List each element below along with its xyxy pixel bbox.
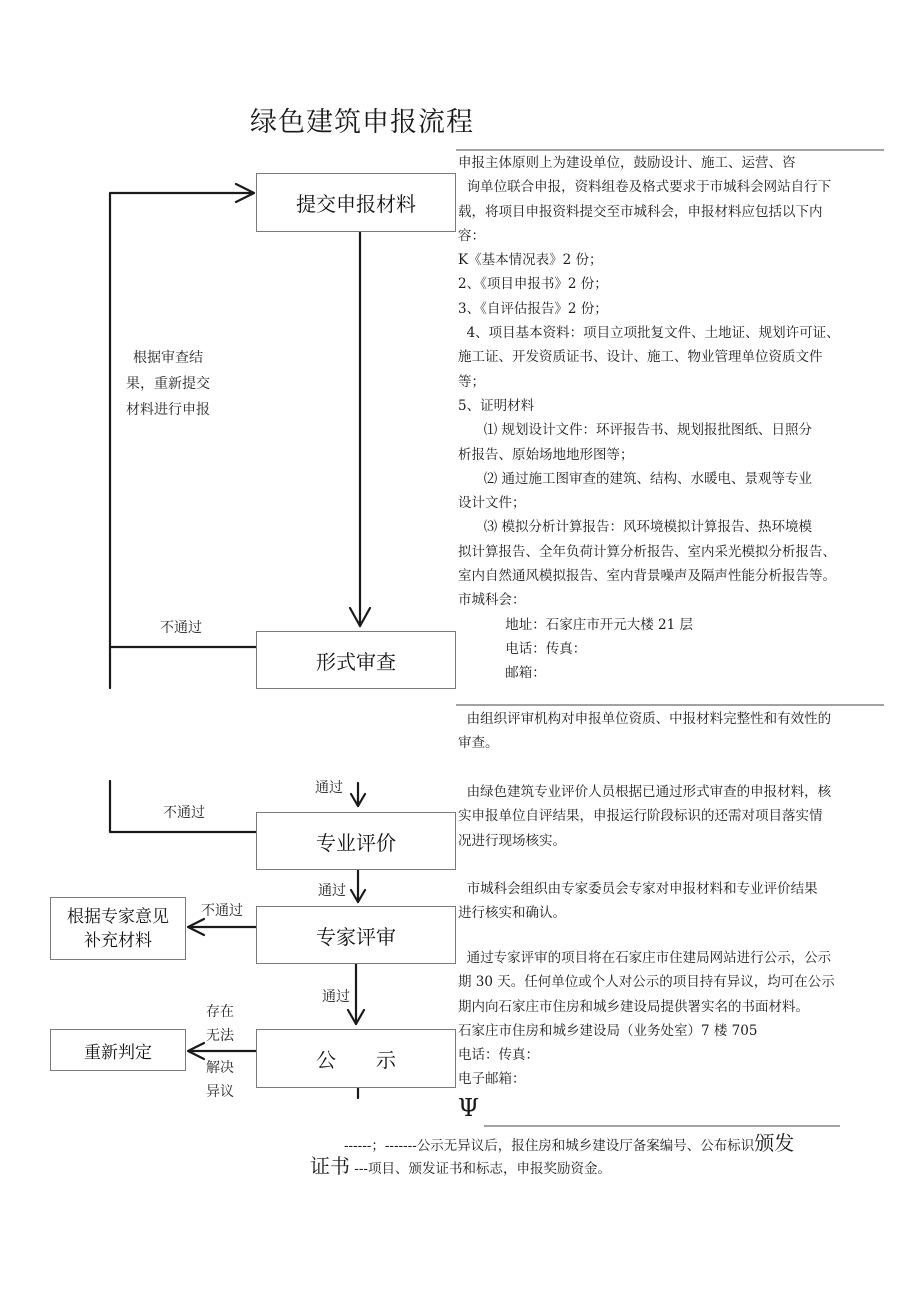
supplement-materials-box: 根据专家意见补充材料 — [50, 897, 186, 960]
certificate-big-2: 证书 — [310, 1154, 350, 1178]
publicity-box: 公 示 — [256, 1029, 456, 1088]
text-line: 由组织评审机构对申报单位资质、中报材料完整性和有效性的 — [458, 711, 832, 727]
text-line: 邮箱： — [458, 665, 546, 682]
pass-label-2: 通过 — [318, 883, 346, 899]
text-line: 审查。 — [458, 735, 499, 752]
text-line: 通过专家评审的项目将在石家庄市住建局网站进行公示，公示 — [458, 950, 832, 966]
certificate-text-1: 公示无异议后，报住房和城乡建设厅备案编号、公布标识 — [416, 1138, 755, 1154]
publicity-description — [458, 946, 898, 1092]
text-line: 载，将项目申报资料提交至市城科会，申报材料应包括以下内 — [458, 203, 823, 220]
dispute-label-2: 无法 — [206, 1028, 234, 1044]
text-line: 地址：石家庄市开元大楼 21 层 — [458, 616, 693, 633]
rejudge-box: 重新判定 — [50, 1029, 186, 1071]
professional-eval-box: 专业评价 — [256, 812, 456, 870]
text-line: 4、项目基本资料：项目立项批复文件、土地证、规划许可证、 — [458, 325, 840, 342]
certificate-text-2: ---项目、颁发证书和标志，申报奖励资金。 — [350, 1161, 611, 1177]
pass-label-3: 通过 — [322, 989, 350, 1005]
expert-review-box: 专家评审 — [256, 906, 456, 964]
text-line: 室内自然通风模拟报告、室内背景噪声及隔声性能分析报告等。 — [458, 568, 836, 585]
form-review-description — [458, 707, 898, 756]
not-pass-label-1: 不通过 — [160, 620, 202, 636]
not-pass-label-3: 不通过 — [201, 903, 243, 919]
text-line: 电话：传真： — [458, 1047, 539, 1064]
text-line: 况进行现场核实。 — [458, 832, 566, 849]
text-line: 拟计算报告、全年负荷计算分析报告、室内采光模拟分析报告、 — [458, 543, 836, 560]
pass-label-1: 通过 — [315, 780, 343, 796]
text-line: 期内向石家庄市住房和城乡建设局提供署实名的书面材料。 — [458, 998, 809, 1015]
text-line: 实申报单位自评结果，申报运行阶段标识的还需对项目落实情 — [458, 808, 823, 825]
submit-materials-box: 提交申报材料 — [256, 173, 456, 232]
professional-description — [458, 780, 898, 853]
text-line: 进行核实和确认。 — [458, 905, 566, 922]
certificate-big-1: 颁发 — [754, 1131, 795, 1155]
psi-symbol: Ψ — [458, 1094, 480, 1122]
text-line: 5、证明材料 — [458, 397, 535, 414]
text-line: ⑶ 模拟分析计算报告：风环境模拟计算报告、热环境模 — [458, 519, 813, 536]
text-line: 设计文件； — [458, 495, 526, 512]
text-line: ⑴ 规划设计文件：环评报告书、规划报批图纸、日照分 — [458, 422, 813, 439]
text-line: 等； — [458, 373, 485, 390]
text-line: 析报告、原始场地地形图等； — [458, 446, 634, 463]
text-line: 电话：传真： — [458, 640, 587, 657]
text-line: 3、《自评估报告》2 份； — [458, 300, 608, 317]
text-line: 石家庄市住房和城乡建设局（业务处室）7 楼 705 — [458, 1022, 758, 1039]
text-line: ⑵ 通过施工图审查的建筑、结构、水暖电、景观等专业 — [458, 470, 813, 487]
dispute-label-3: 解决 — [206, 1060, 234, 1076]
feedback-label: 根据审查结果，重新提交材料进行申报 — [126, 350, 210, 418]
not-pass-label-2: 不通过 — [163, 805, 205, 821]
page-title: 绿色建筑申报流程 — [250, 107, 474, 138]
dispute-label-1: 存在 — [206, 1004, 234, 1020]
text-line: 期 30 天。任何单位或个人对公示的项目持有异议，均可在公示 — [458, 974, 835, 991]
text-line: 申报主体原则上为建设单位，鼓励设计、施工、运营、咨 — [458, 155, 796, 171]
text-line: 市城科会组织由专家委员会专家对申报材料和专业评价结果 — [458, 881, 818, 897]
text-line: K《基本情况表》2 份； — [458, 252, 603, 269]
certificate-line-2 — [310, 1150, 611, 1179]
dispute-label-4: 异议 — [206, 1084, 234, 1100]
text-line: 电子邮箱： — [458, 1071, 526, 1088]
text-line: 施工证、开发资质证书、设计、施工、物业管理单位资质文件 — [458, 349, 823, 366]
text-line: 询单位联合申报，资料组卷及格式要求于市城科会网站自行下 — [458, 179, 832, 196]
text-line: 市城科会： — [458, 592, 526, 609]
submit-description — [458, 151, 898, 686]
text-line: 由绿色建筑专业评价人员根据已通过形式审查的申报材料，核 — [458, 784, 832, 800]
text-line: 容： — [458, 227, 485, 244]
form-review-box: 形式审查 — [256, 631, 456, 689]
dash-marks: ------；------- — [344, 1138, 417, 1154]
expert-description — [458, 877, 898, 926]
text-line: 2、《项目申报书》2 份； — [458, 276, 608, 293]
